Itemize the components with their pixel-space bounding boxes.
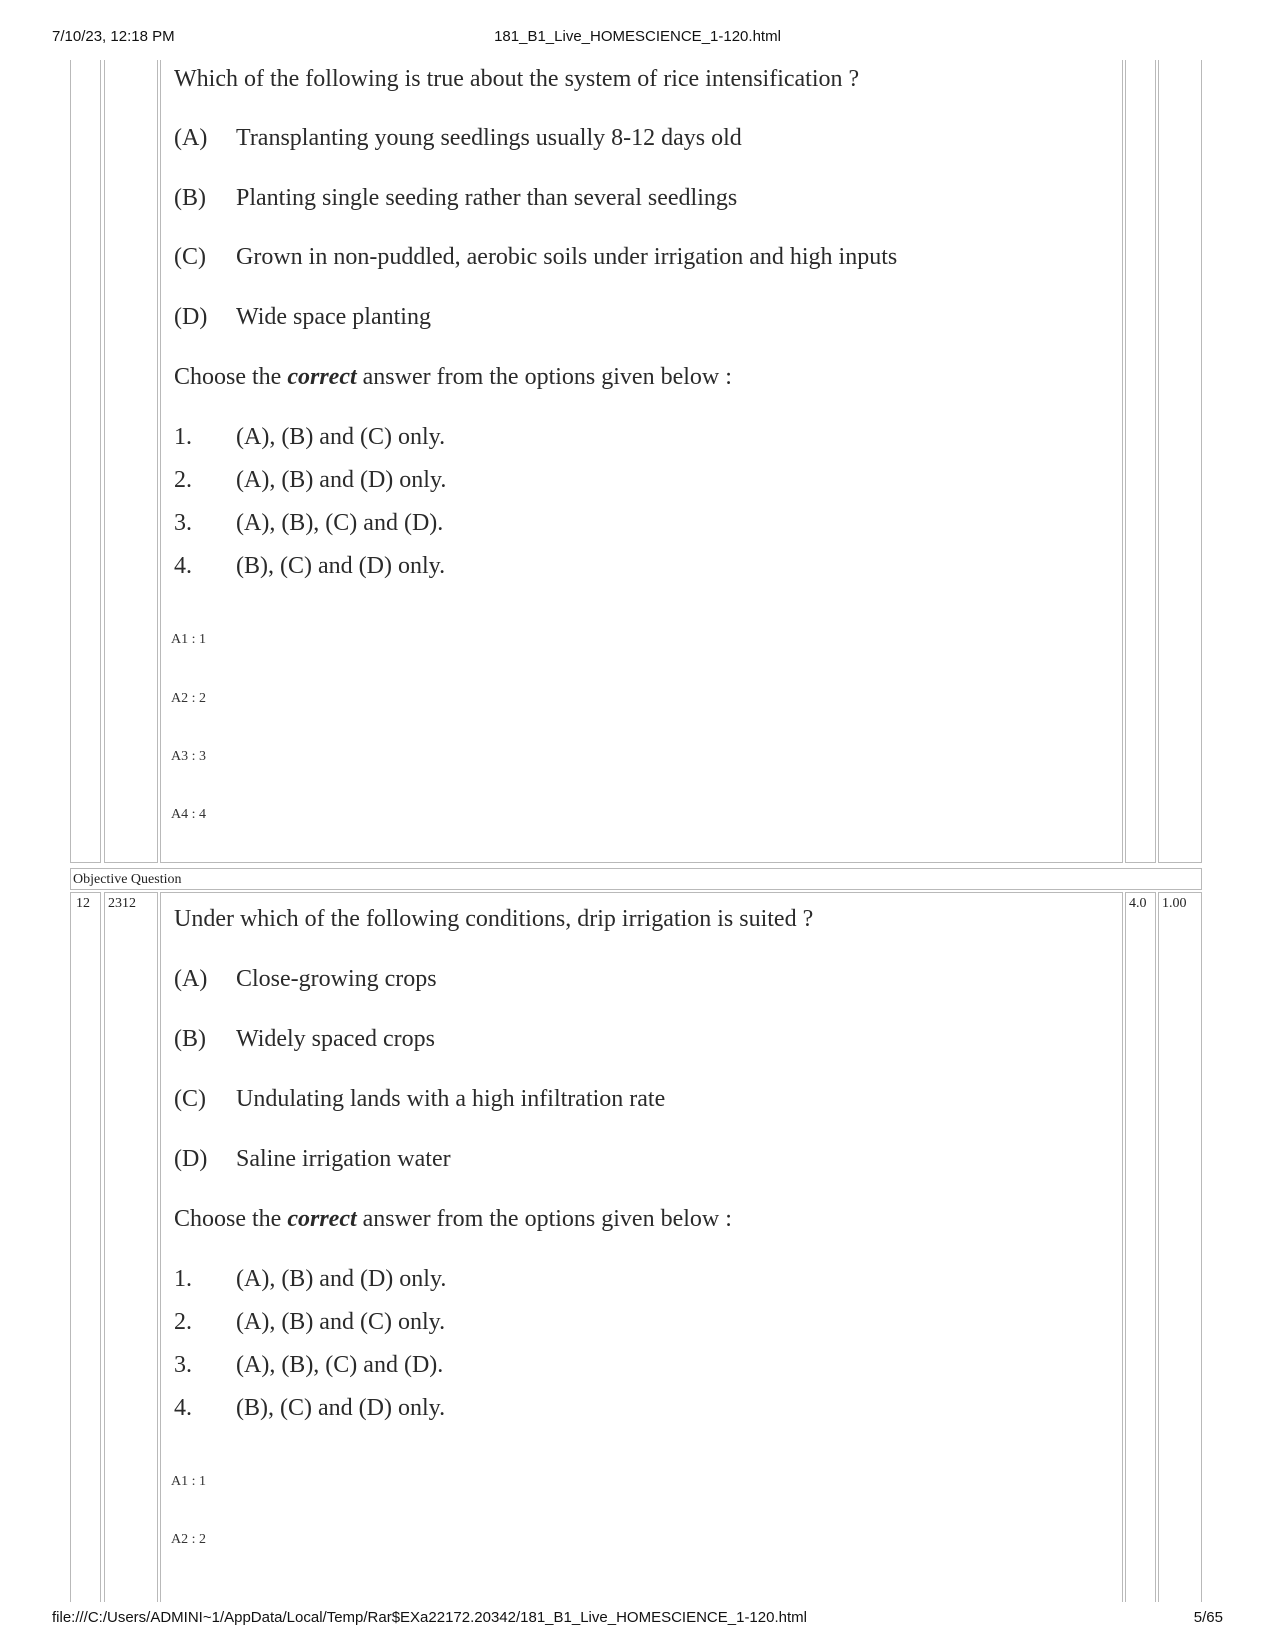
q11-choose-instruction: Choose the correct answer from the options given below :	[174, 364, 732, 390]
q11-choice-2-num: 2.	[174, 467, 192, 493]
q12-choice-1-num: 1.	[174, 1266, 192, 1292]
q12-choose-instruction: Choose the correct answer from the options given below :	[174, 1206, 732, 1232]
q11-body-cell	[160, 60, 1123, 863]
q12-option-d-text: Saline irrigation water	[236, 1146, 451, 1172]
section-label-cell	[70, 868, 1202, 890]
q12-option-b-letter: (B)	[174, 1026, 206, 1052]
q12-answer-2: A2 : 2	[171, 1532, 206, 1547]
q11-answer-1: A1 : 1	[171, 632, 206, 647]
q12-choice-3-num: 3.	[174, 1352, 192, 1378]
q12-serial: 12	[76, 896, 90, 911]
q11-choice-2-text: (A), (B) and (D) only.	[236, 467, 447, 493]
q11-id-cell	[104, 60, 158, 863]
q11-negative-cell	[1158, 60, 1202, 863]
q11-choice-1-num: 1.	[174, 424, 192, 450]
print-header	[0, 28, 1275, 58]
q12-negative-cell	[1158, 892, 1202, 1602]
q11-answer-4: A4 : 4	[171, 807, 206, 822]
q12-choice-4-text: (B), (C) and (D) only.	[236, 1395, 446, 1421]
q11-choice-4-num: 4.	[174, 553, 192, 579]
q12-marks-cell	[1125, 892, 1156, 1602]
section-label: Objective Question	[73, 872, 182, 887]
q12-choice-3-text: (A), (B), (C) and (D).	[236, 1352, 444, 1378]
q11-marks-cell	[1125, 60, 1156, 863]
q12-option-b-text: Widely spaced crops	[236, 1026, 435, 1052]
q12-choice-2-num: 2.	[174, 1309, 192, 1335]
q12-marks: 4.0	[1129, 896, 1147, 911]
question-12-text: Under which of the following conditions, drip irrigation is suited ?	[174, 906, 814, 932]
q11-option-a-letter: (A)	[174, 125, 208, 151]
q12-choice-2-text: (A), (B) and (C) only.	[236, 1309, 446, 1335]
q11-option-d-letter: (D)	[174, 304, 208, 330]
q12-choice-1-text: (A), (B) and (D) only.	[236, 1266, 447, 1292]
q12-answer-1: A1 : 1	[171, 1474, 206, 1489]
print-page-number: 5/65	[1193, 1609, 1223, 1626]
q11-choice-1-text: (A), (B) and (C) only.	[236, 424, 446, 450]
q12-body-cell	[160, 892, 1123, 1602]
q12-serial-cell	[70, 892, 101, 1602]
q11-choice-3-num: 3.	[174, 510, 192, 536]
q11-option-c-letter: (C)	[174, 244, 206, 270]
q11-serial-cell	[70, 60, 101, 863]
q11-choice-3-text: (A), (B), (C) and (D).	[236, 510, 444, 536]
q12-choice-4-num: 4.	[174, 1395, 192, 1421]
question-11-text: Which of the following is true about the system of rice intensification ?	[174, 66, 860, 92]
q12-option-c-letter: (C)	[174, 1086, 206, 1112]
q11-option-b-letter: (B)	[174, 185, 206, 211]
q12-option-c-text: Undulating lands with a high infiltration rate	[236, 1086, 666, 1112]
q11-answer-3: A3 : 3	[171, 749, 206, 764]
print-title: 181_B1_Live_HOMESCIENCE_1-120.html	[494, 28, 781, 45]
q12-id-cell	[104, 892, 158, 1602]
q11-option-c-text: Grown in non-puddled, aerobic soils under irrigation and high inputs	[236, 244, 898, 270]
q11-option-d-text: Wide space planting	[236, 304, 431, 330]
q12-option-a-text: Close-growing crops	[236, 966, 437, 992]
q12-option-d-letter: (D)	[174, 1146, 208, 1172]
q12-id: 2312	[108, 896, 136, 911]
q12-option-a-letter: (A)	[174, 966, 208, 992]
q12-negative-marks: 1.00	[1162, 896, 1187, 911]
print-file-url: file:///C:/Users/ADMINI~1/AppData/Local/Temp/Rar$EXa22172.20342/181_B1_Live_HOMESCIENCE_1-120.html	[52, 1609, 807, 1626]
q11-answer-2: A2 : 2	[171, 691, 206, 706]
q11-option-a-text: Transplanting young seedlings usually 8-12 days old	[236, 125, 742, 151]
print-datetime: 7/10/23, 12:18 PM	[52, 28, 175, 45]
print-footer	[0, 1609, 1275, 1639]
q11-option-b-text: Planting single seeding rather than several seedlings	[236, 185, 738, 211]
q11-choice-4-text: (B), (C) and (D) only.	[236, 553, 446, 579]
